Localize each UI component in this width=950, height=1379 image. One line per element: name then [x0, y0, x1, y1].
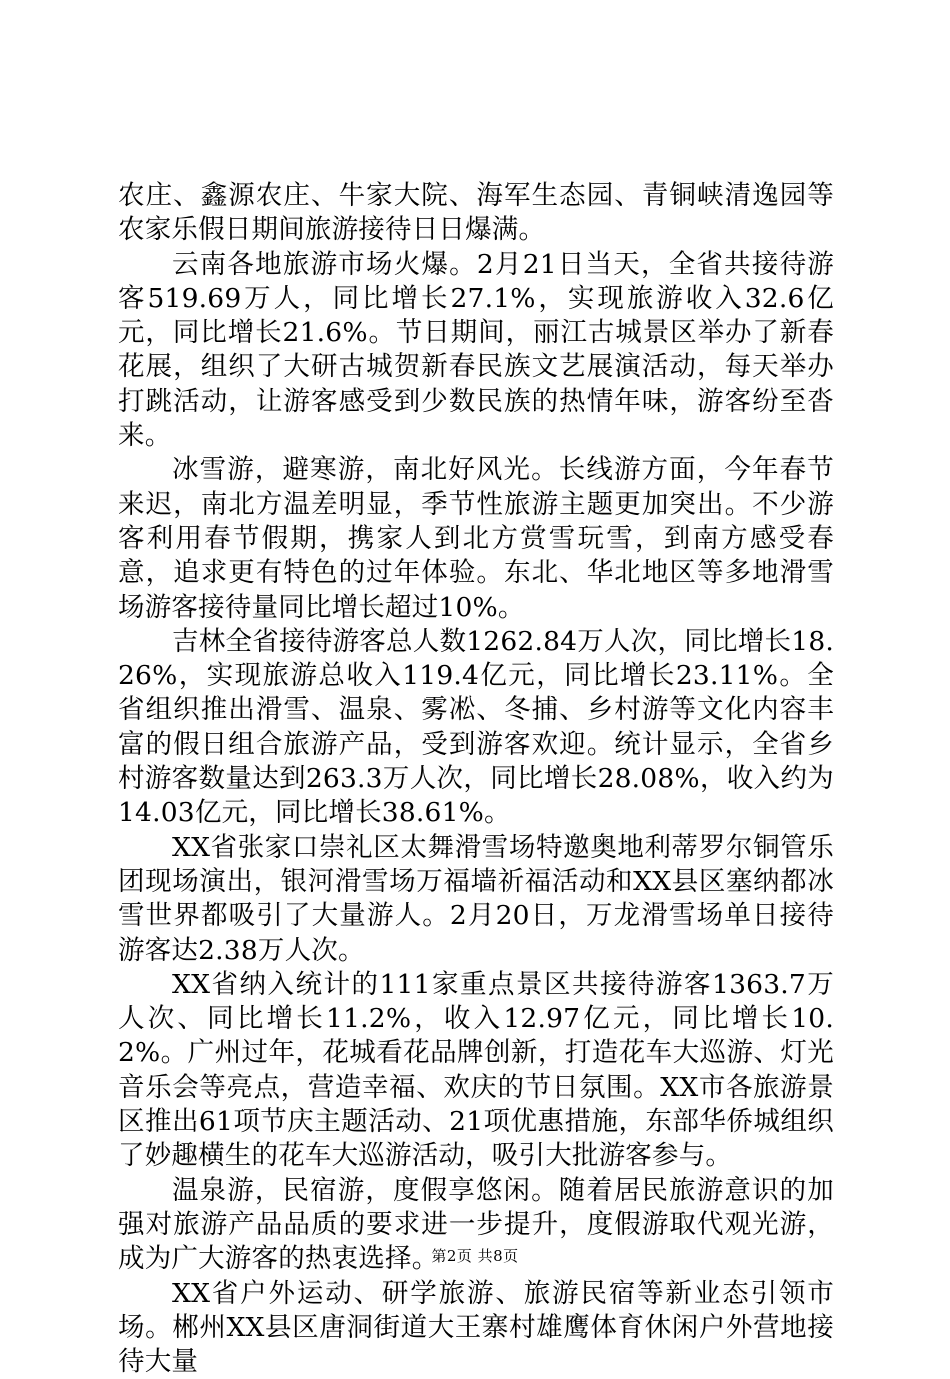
- paragraph: XX省户外运动、研学旅游、旅游民宿等新业态引领市场。郴州XX县区唐洞街道大王寨村雄鹰体育休闲户外营地接待大量: [118, 1277, 834, 1379]
- paragraph: 温泉游，民宿游，度假享悠闲。随着居民旅游意识的加强对旅游产品品质的要求进一步提升，度假游取代观光游，成为广大游客的热衷选择。: [118, 1174, 834, 1277]
- paragraph: 吉林全省接待游客总人数1262.84万人次，同比增长18.26%，实现旅游总收入119.4亿元，同比增长23.11%。全省组织推出滑雪、温泉、雾凇、冬捕、乡村游等文化内容丰富的假日组合旅游产品，受到游客欢迎。统计显示，全省乡村游客数量达到263.3万人次，同比增长28.08%，收入约为14.03亿元，同比增长38.61%。: [118, 625, 834, 831]
- paragraph: 农庄、鑫源农庄、牛家大院、海军生态园、青铜峡清逸园等农家乐假日期间旅游接待日日爆满。: [118, 179, 834, 248]
- page-footer: 第2页 共8页: [0, 1246, 950, 1266]
- paragraph: 冰雪游，避寒游，南北好风光。长线游方面，今年春节来迟，南北方温差明显，季节性旅游主题更加突出。不少游客利用春节假期，携家人到北方赏雪玩雪，到南方感受春意，追求更有特色的过年体验。东北、华北地区等多地滑雪场游客接待量同比增长超过10%。: [118, 453, 834, 624]
- paragraph: XX省张家口崇礼区太舞滑雪场特邀奥地利蒂罗尔铜管乐团现场演出，银河滑雪场万福墙祈福活动和XX县区塞纳都冰雪世界都吸引了大量游人。2月20日，万龙滑雪场单日接待游客达2.38万人次。: [118, 831, 834, 968]
- paragraph: 云南各地旅游市场火爆。2月21日当天，全省共接待游客519.69万人，同比增长27.1%，实现旅游收入32.6亿元，同比增长21.6%。节日期间，丽江古城景区举办了新春花展，组织了大研古城贺新春民族文艺展演活动，每天举办打跳活动，让游客感受到少数民族的热情年味，游客纷至沓来。: [118, 248, 834, 454]
- paragraph: XX省纳入统计的111家重点景区共接待游客1363.7万人次、同比增长11.2%，收入12.97亿元，同比增长10.2%。广州过年，花城看花品牌创新，打造花车大巡游、灯光音乐会等亮点，营造幸福、欢庆的节日氛围。XX市各旅游景区推出61项节庆主题活动、21项优惠措施，东部华侨城组织了妙趣横生的花车大巡游活动，吸引大批游客参与。: [118, 968, 834, 1174]
- document-body: [118, 179, 834, 1379]
